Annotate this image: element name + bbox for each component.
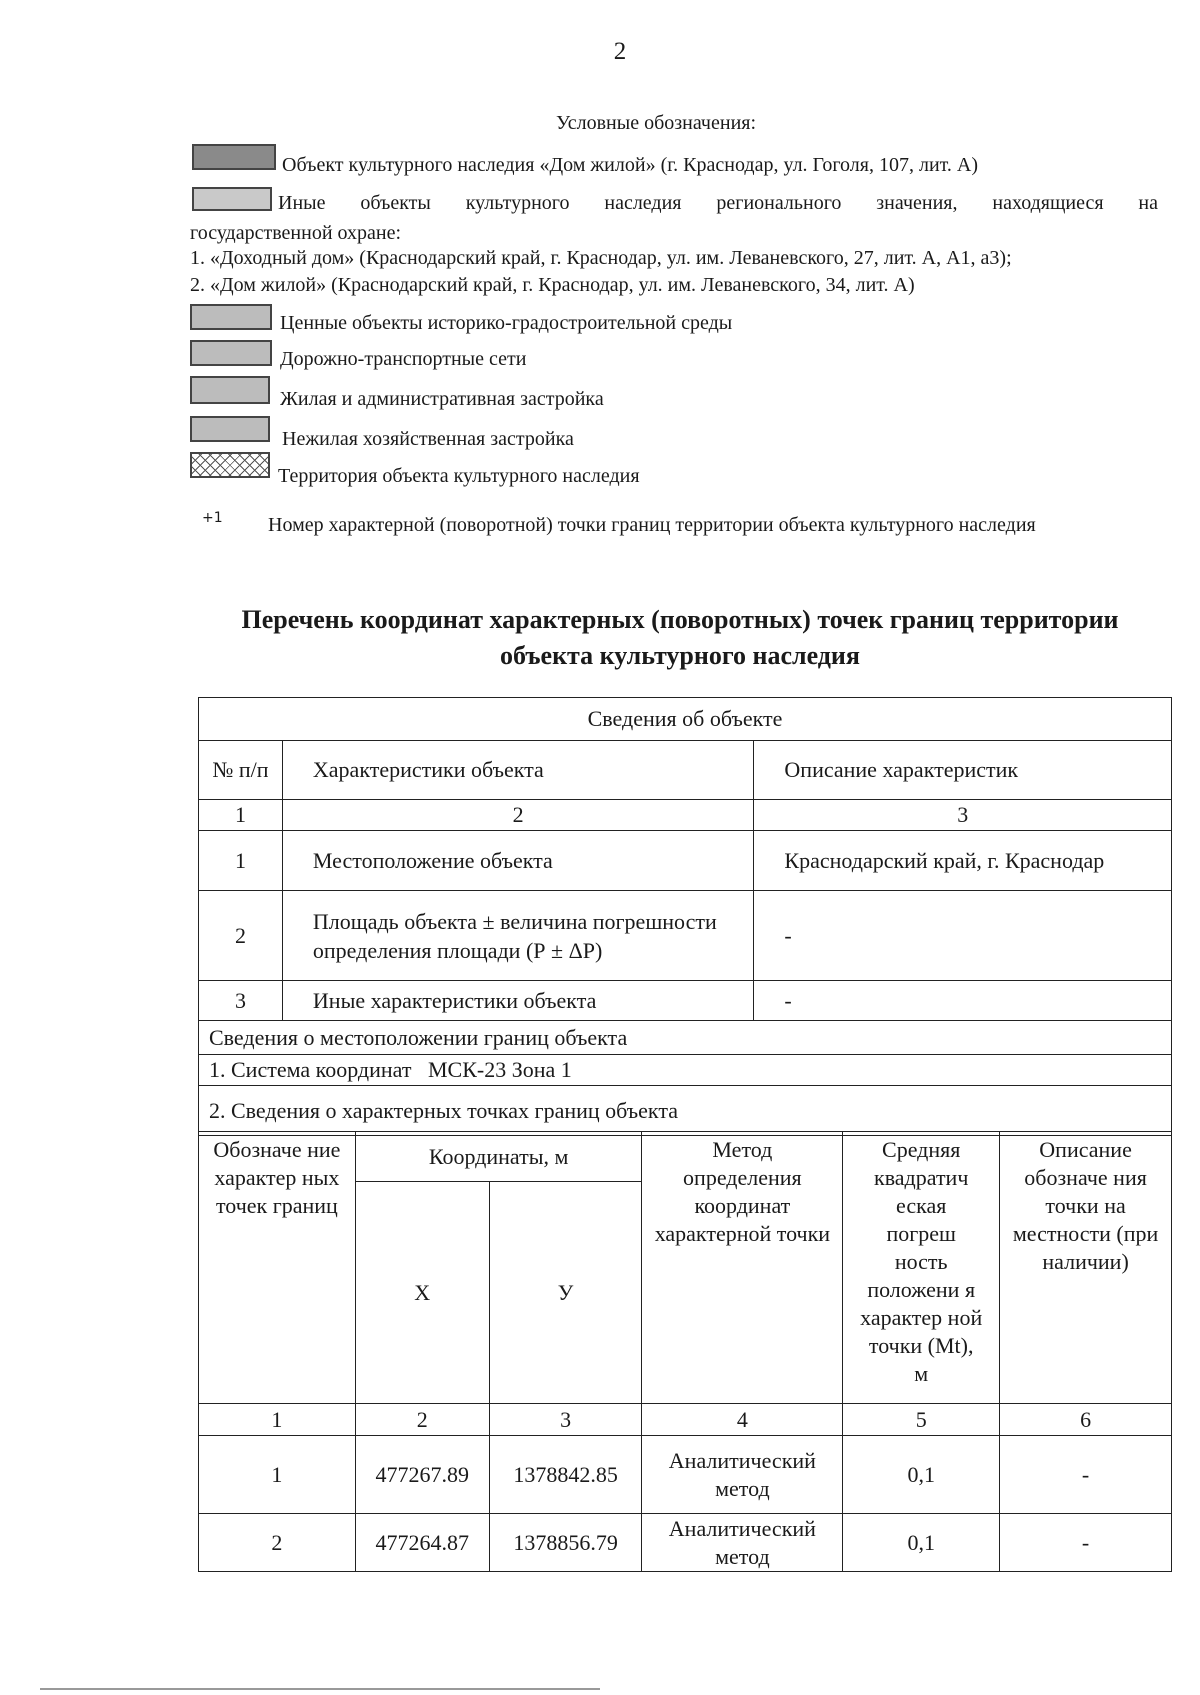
- col-number-1: 1: [199, 800, 283, 831]
- legend-item-turning-point: Номер характерной (поворотной) точки границ территории объекта культурного наследия: [268, 514, 1036, 536]
- bottom-scan-line: [40, 1688, 600, 1690]
- col-number-5: 5: [843, 1404, 1000, 1436]
- legend-item-valuable-objects: Ценные объекты историко-градостроительной среды: [280, 312, 733, 334]
- legend-item-residential-house: 2. «Дом жилой» (Краснодарский край, г. Краснодар, ул. им. Леваневского, 34, лит. А): [190, 274, 915, 296]
- row-name: Площадь объекта ± величина погрешности определения площади (Р ± ΔР): [282, 891, 754, 981]
- point-description: -: [1000, 1436, 1172, 1514]
- header-coordinates: Координаты, м: [355, 1132, 642, 1182]
- row-number: 2: [199, 891, 283, 981]
- col-number-1: 1: [199, 1404, 356, 1436]
- row-desc: Краснодарский край, г. Краснодар: [754, 831, 1172, 891]
- row-number: 1: [199, 831, 283, 891]
- header-error: Средняя квадратич еская погреш ность положени я характер ной точки (Mt), м: [843, 1132, 1000, 1404]
- col-number-3: 3: [489, 1404, 642, 1436]
- header-x: Х: [355, 1182, 489, 1404]
- row-desc: -: [754, 891, 1172, 981]
- row-number: 3: [199, 981, 283, 1021]
- turning-point-marker-icon: +1: [202, 510, 223, 526]
- point-error: 0,1: [843, 1436, 1000, 1514]
- point-x: 477267.89: [355, 1436, 489, 1514]
- legend-item-income-house: 1. «Доходный дом» (Краснодарский край, г. Краснодар, ул. им. Леваневского, 27, лит. А, А1, а3);: [190, 247, 1012, 269]
- legend-item-heritage-object: Объект культурного наследия «Дом жилой» (г. Краснодар, ул. Гоголя, 107, лит. А): [282, 154, 978, 176]
- section-location-title: Сведения о местоположении границ объекта: [199, 1021, 1172, 1055]
- header-number: № п/п: [199, 741, 283, 800]
- legend-item-non-residential: Нежилая хозяйственная застройка: [282, 428, 574, 450]
- legend-item-other-heritage: Иные объекты культурного наследия регионального значения, находящиеся на: [278, 192, 1158, 214]
- table-row: [199, 891, 1172, 981]
- table-row: [199, 1436, 1172, 1514]
- table-row: [199, 1514, 1172, 1572]
- table-row: [199, 831, 1172, 891]
- legend-swatch-non-residential: [190, 416, 270, 442]
- legend-swatch-heritage-territory: [190, 452, 270, 478]
- point-method: Аналитический метод: [642, 1514, 843, 1572]
- col-number-6: 6: [1000, 1404, 1172, 1436]
- header-y: У: [489, 1182, 642, 1404]
- legend-item-state-protection: государственной охране:: [190, 222, 402, 244]
- table-row: [199, 981, 1172, 1021]
- object-info-table: [198, 697, 1172, 1136]
- point-id: 2: [199, 1514, 356, 1572]
- point-id: 1: [199, 1436, 356, 1514]
- legend-item-road-networks: Дорожно-транспортные сети: [280, 348, 527, 370]
- header-point-description: Описание обозначе ния точки на местности (при наличии): [1000, 1132, 1172, 1404]
- header-description: Описание характеристик: [754, 741, 1172, 800]
- heading-line-2: объекта культурного наследия: [500, 641, 860, 670]
- object-table-caption: Сведения об объекте: [199, 698, 1172, 741]
- section-coordinate-system: 1. Система координат МСК-23 Зона 1: [199, 1055, 1172, 1086]
- legend-swatch-heritage-object: [192, 144, 276, 170]
- point-error: 0,1: [843, 1514, 1000, 1572]
- row-desc: -: [754, 981, 1172, 1021]
- col-number-2: 2: [282, 800, 754, 831]
- col-number-4: 4: [642, 1404, 843, 1436]
- point-method: Аналитический метод: [642, 1436, 843, 1514]
- page-number: 2: [613, 38, 627, 65]
- legend-item-residential-buildings: Жилая и административная застройка: [280, 388, 604, 410]
- col-number-2: 2: [355, 1404, 489, 1436]
- header-characteristics: Характеристики объекта: [282, 741, 754, 800]
- legend-item-heritage-territory: Территория объекта культурного наследия: [278, 465, 640, 487]
- header-method: Метод определения координат характерной точки: [642, 1132, 843, 1404]
- point-x: 477264.87: [355, 1514, 489, 1572]
- row-name: Иные характеристики объекта: [282, 981, 754, 1021]
- point-y: 1378856.79: [489, 1514, 642, 1572]
- header-point-designation: Обозначе ние характер ных точек границ: [199, 1132, 356, 1404]
- point-description: -: [1000, 1514, 1172, 1572]
- legend-title: Условные обозначения:: [556, 112, 757, 134]
- legend-swatch-other-heritage: [192, 187, 272, 211]
- legend-swatch-road-networks: [190, 340, 272, 366]
- legend-swatch-valuable-objects: [190, 304, 272, 330]
- heading-line-1: Перечень координат характерных (поворотных) точек границ территории: [241, 605, 1119, 634]
- points-table: [198, 1131, 1172, 1572]
- point-y: 1378842.85: [489, 1436, 642, 1514]
- row-name: Местоположение объекта: [282, 831, 754, 891]
- legend-swatch-residential-buildings: [190, 376, 270, 404]
- section-points-title: 2. Сведения о характерных точках границ объекта: [199, 1086, 1172, 1136]
- section-heading: [180, 602, 1180, 674]
- col-number-3: 3: [754, 800, 1172, 831]
